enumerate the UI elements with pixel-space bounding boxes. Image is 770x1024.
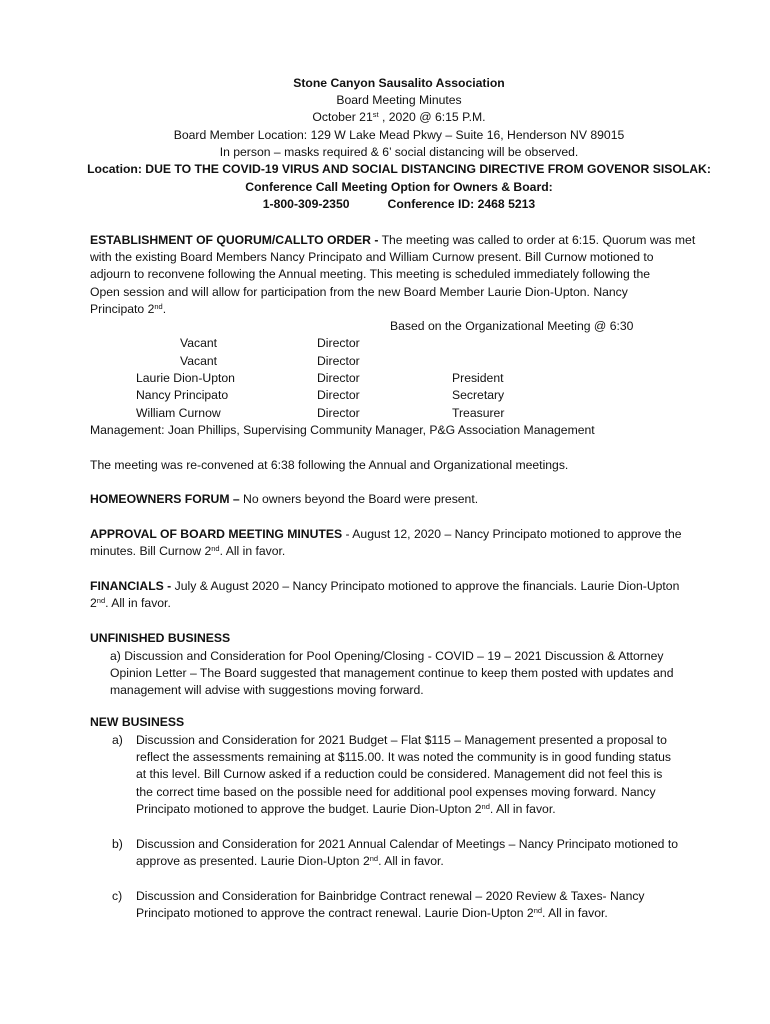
- board-member-name: Vacant: [180, 354, 218, 368]
- conference-option: Conference Call Meeting Option for Owners & Board:: [245, 180, 553, 194]
- quorum-text: The meeting was called to order at 6:15. Quorum was met: [378, 233, 696, 247]
- quorum-line-5: [90, 301, 166, 318]
- quorum-line-1: [90, 232, 695, 249]
- new-item-a-line-4: the correct time based on the possible need for additional pool expenses moving forward. Nancy: [136, 785, 656, 799]
- unfinished-heading: UNFINISHED BUSINESS: [90, 631, 231, 645]
- contract-motion: Principato motioned to approve the contract renewal. Laurie Dion-Upton 2: [136, 906, 534, 920]
- quorum-heading: ESTABLISHMENT OF QUORUM/CALLTO ORDER -: [90, 233, 379, 247]
- financials-end: . All in favor.: [105, 596, 171, 610]
- board-member-name: Nancy Principato: [136, 388, 229, 402]
- date-time: , 2020 @ 6:15 P.M.: [378, 110, 486, 124]
- new-item-a-line-3: at this level. Bill Curnow asked if a reduction could be considered. Management did not feel this is: [136, 767, 663, 781]
- ordinal-suffix: nd: [481, 802, 490, 811]
- list-marker: a): [112, 733, 123, 747]
- homeowners-forum: [90, 491, 478, 508]
- ordinal-suffix: nd: [154, 302, 163, 311]
- ordinal-suffix: nd: [369, 854, 379, 863]
- financials-line-2: [90, 595, 171, 612]
- new-item-b-line-2: [136, 853, 444, 870]
- budget-motion: Principato motioned to approve the budget. Laurie Dion-Upton 2: [136, 802, 482, 816]
- new-item-c-line-1: Discussion and Consideration for Bainbridge Contract renewal – 2020 Review & Taxes- Nancy: [136, 889, 645, 903]
- unfinished-item-a-line-3: management will advise with suggestions moving forward.: [110, 683, 424, 697]
- financials-line-1: [90, 578, 679, 595]
- new-item-a-line-5: [136, 801, 556, 818]
- board-member-office: Treasurer: [452, 406, 505, 420]
- new-business-heading: NEW BUSINESS: [90, 715, 185, 729]
- quorum-line-4: Open session and will allow for participation from the new Board Member Laurie Dion-Upton. Nancy: [90, 285, 628, 299]
- quorum-line-2: with the existing Board Members Nancy Principato and William Curnow present. Bill Curnow motioned to: [90, 250, 654, 264]
- approval-text: - August 12, 2020 – Nancy Principato motioned to approve the: [342, 527, 682, 541]
- approval-line-1: [90, 526, 682, 543]
- calendar-motion: approve as presented. Laurie Dion-Upton 2: [136, 854, 370, 868]
- unfinished-item-a-line-1: a) Discussion and Consideration for Pool Opening/Closing - COVID – 19 – 2021 Discussion & Attorney: [110, 649, 664, 663]
- board-location: Board Member Location: 129 W Lake Mead Pkwy – Suite 16, Henderson NV 89015: [173, 128, 625, 142]
- unfinished-item-a-line-2: Opinion Letter – The Board suggested that management continue to keep them posted with updates and: [110, 666, 674, 680]
- board-member-role: Director: [317, 336, 360, 350]
- org-meeting-note: Based on the Organizational Meeting @ 6:30: [390, 319, 634, 333]
- approval-second: minutes. Bill Curnow 2: [90, 544, 212, 558]
- quorum-line-3: adjourn to reconvene following the Annual meeting. This meeting is scheduled immediately following the: [90, 267, 651, 281]
- board-member-role: Director: [317, 354, 360, 368]
- board-member-role: Director: [317, 388, 360, 402]
- financials-second: 2: [90, 596, 97, 610]
- financials-text: July & August 2020 – Nancy Principato motioned to approve the financials. Laurie Dion-Upton: [171, 579, 680, 593]
- location-directive: Location: DUE TO THE COVID-19 VIRUS AND SOCIAL DISTANCING DIRECTIVE FROM GOVENOR SISOLAK:: [87, 162, 711, 176]
- list-marker: c): [112, 889, 123, 903]
- quorum-second: Principato 2: [90, 302, 155, 316]
- financials-heading: FINANCIALS -: [90, 579, 172, 593]
- new-item-a-line-2: reflect the assessments remaining at $115.00. It was noted the community is in good funding status: [136, 750, 671, 764]
- forum-text: No owners beyond the Board were present.: [239, 492, 479, 506]
- conference-phone: 1-800-309-2350: [262, 197, 350, 211]
- date-suffix: st: [372, 110, 379, 119]
- approval-heading: APPROVAL OF BOARD MEETING MINUTES: [90, 527, 343, 541]
- board-member-role: Director: [317, 371, 360, 385]
- list-marker: b): [112, 837, 123, 851]
- ordinal-suffix: nd: [533, 906, 543, 915]
- management-line: Management: Joan Phillips, Supervising Community Manager, P&G Association Management: [90, 423, 595, 437]
- board-member-name: William Curnow: [136, 406, 221, 420]
- in-person-note: In person – masks required & 6’ social distancing will be observed.: [219, 145, 579, 159]
- conference-details: [0, 196, 770, 213]
- contract-end: . All in favor.: [542, 906, 608, 920]
- org-name: Stone Canyon Sausalito Association: [293, 76, 505, 90]
- conference-id: Conference ID: 2468 5213: [387, 197, 536, 211]
- date-text: October 21: [312, 110, 373, 124]
- board-member-name: Laurie Dion-Upton: [136, 371, 235, 385]
- approval-line-2: [90, 543, 285, 560]
- forum-heading: HOMEOWNERS FORUM –: [90, 492, 240, 506]
- new-item-c-line-2: [136, 905, 608, 922]
- board-member-name: Vacant: [180, 336, 218, 350]
- board-member-role: Director: [317, 406, 360, 420]
- ordinal-suffix: nd: [211, 544, 220, 553]
- new-item-b-line-1: Discussion and Consideration for 2021 Annual Calendar of Meetings – Nancy Principato motioned to: [136, 837, 678, 851]
- ordinal-suffix: nd: [96, 596, 106, 605]
- meeting-date: [0, 109, 770, 126]
- board-member-office: President: [452, 371, 504, 385]
- quorum-end: .: [162, 302, 167, 316]
- calendar-end: . All in favor.: [378, 854, 444, 868]
- board-member-office: Secretary: [452, 388, 505, 402]
- reconvene-line: The meeting was re-convened at 6:38 following the Annual and Organizational meetings.: [90, 458, 569, 472]
- document-title: Board Meeting Minutes: [336, 93, 462, 107]
- budget-end: . All in favor.: [489, 802, 556, 816]
- approval-end: . All in favor.: [219, 544, 286, 558]
- new-item-a-line-1: Discussion and Consideration for 2021 Budget – Flat $115 – Management presented a proposal to: [136, 733, 667, 747]
